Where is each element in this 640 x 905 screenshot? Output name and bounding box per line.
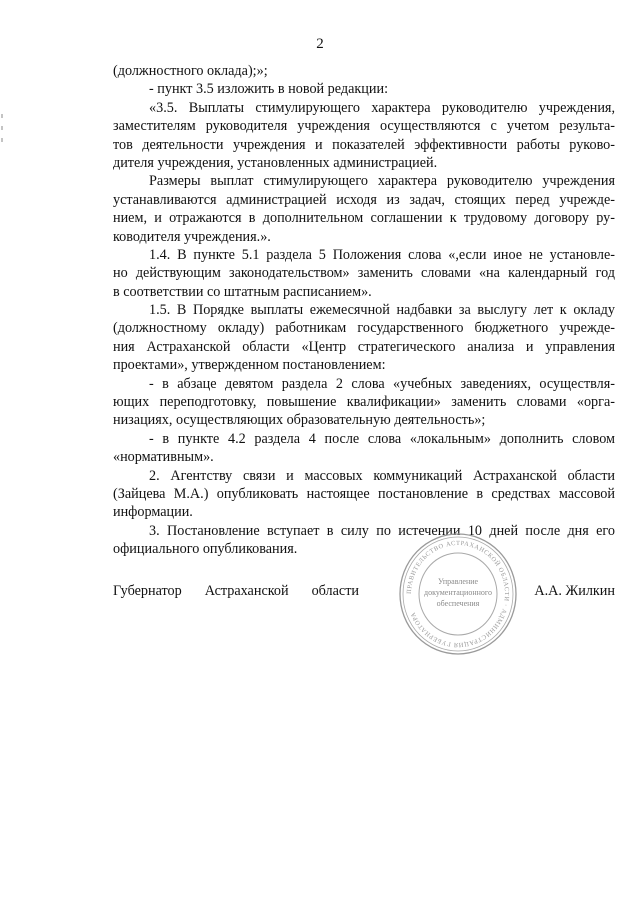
text-line: 3. Постановление вступает в силу по истечении 10 дней после дня его	[149, 522, 615, 539]
text-line: устанавливаются администрацией исходя из задач, стоящих перед учрежде-	[113, 191, 615, 208]
stamp-center-line-1: Управление	[437, 577, 479, 586]
text-line: Размеры выплат стимулирующего характера руководителю учреждения	[149, 173, 615, 190]
text-line: ния Астраханской области «Центр стратегического анализа и управления	[113, 338, 615, 355]
text-line: «3.5. Выплаты стимулирующего характера руководителю учреждения,	[149, 99, 615, 116]
text-line: (Зайцева М.А.) опубликовать настоящее постановление в средствах массовой	[113, 485, 615, 502]
signatory-title: Губернатор Астраханской области	[113, 583, 359, 599]
stamp-ring-text: ПРАВИТЕЛЬСТВО АСТРАХАНСКОЙ ОБЛАСТИ · АДМИНИСТРАЦИЯ ГУБЕРНАТОРА	[405, 539, 511, 649]
text-line: заместителям руководителя учреждения осуществляются с учетом результа-	[113, 118, 615, 135]
text-line: - в абзаце девятом раздела 2 слова «учебных заведениях, осуществля-	[149, 375, 615, 392]
page-number: 2	[316, 36, 324, 52]
text-line: (должностного оклада);»;	[113, 63, 268, 79]
signature-block	[113, 583, 615, 603]
text-line: ководителя учреждения.».	[113, 228, 271, 245]
text-line: 1.4. В пункте 5.1 раздела 5 Положения слова «,если иное не установле-	[149, 246, 615, 263]
text-line: «нормативным».	[113, 449, 214, 466]
text-line: 1.5. В Порядке выплаты ежемесячной надбавки за выслугу лет к окладу	[149, 302, 615, 319]
text-line: тов деятельности учреждения и показателей эффективности работы руково-	[113, 136, 615, 153]
text-line: дителя учреждения, установленных администрацией.	[113, 154, 438, 171]
signatory-name: А.А. Жилкин	[534, 583, 615, 599]
document-body	[113, 62, 615, 559]
text-line: - в пункте 4.2 раздела 4 после слова «локальным» дополнить словом	[149, 430, 615, 447]
text-line: проектами», утвержденном постановлением:	[113, 357, 386, 374]
text-line: 2. Агентству связи и массовых коммуникаций Астраханской области	[149, 467, 615, 484]
stamp-center-line-3: обеспечения	[436, 599, 480, 608]
text-line: нием, и отражаются в дополнительном соглашении к трудовому договору ру-	[113, 210, 615, 227]
scan-edge-marks	[0, 112, 6, 152]
text-line: - пункт 3.5 изложить в новой редакции:	[149, 81, 389, 98]
text-line: информации.	[113, 504, 193, 521]
text-line: в соответствии со штатным расписанием».	[113, 283, 372, 300]
stamp-center-line-2: документационного	[424, 588, 492, 597]
text-line: низациях, осуществляющих образовательную деятельность»;	[113, 412, 486, 429]
text-line: ющих переподготовку, повышение квалификации» заменить словами «орга-	[113, 394, 615, 411]
text-line: но действующим законодательством» заменить словами «на календарный год	[113, 265, 615, 282]
text-line: (должностному окладу) работникам государственного бюджетного учрежде-	[113, 320, 615, 337]
text-line: официального опубликования.	[113, 541, 298, 558]
